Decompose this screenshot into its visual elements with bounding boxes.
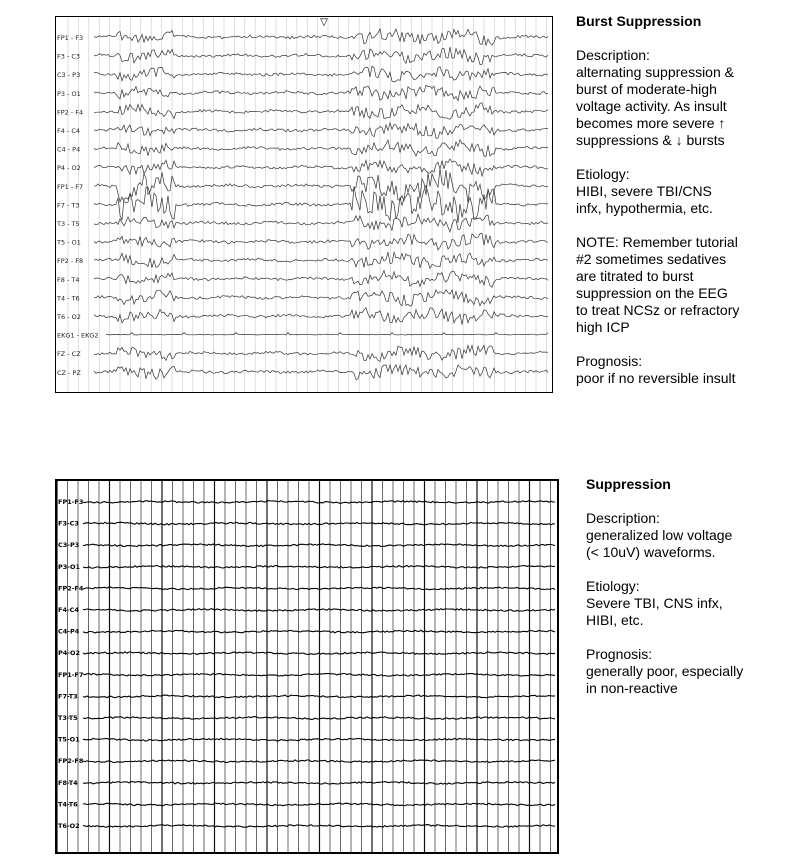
eeg-trace [94,345,548,361]
channel-label: T4-T6 [58,800,78,809]
channel-label: F7 - T3 [57,201,80,210]
channel-label: F7-T3 [58,692,78,701]
eeg-trace [94,186,548,223]
note-section [576,234,801,336]
channel-label: FP1-F7 [58,670,84,679]
channel-label: FP2 - F8 [57,257,84,266]
channel-label: EKG1 - EKG2 [57,331,99,340]
prognosis-section [576,353,801,387]
eeg-trace [94,66,548,82]
eeg-trace [106,333,548,335]
eeg-trace [94,234,548,251]
prognosis-line: in non-reactive [586,680,678,696]
channel-label: T5 - O1 [57,238,81,247]
suppression-eeg-plot [57,481,557,852]
description-section [576,47,801,149]
etiology-line: HIBI, etc. [586,612,644,628]
etiology-heading: Etiology: [586,578,640,594]
channel-label: F3 - C3 [57,52,81,61]
note-line: suppression on the EEG [576,285,728,301]
channel-label: T3-T5 [58,714,78,722]
channel-label: C3 - P3 [57,71,81,80]
event-marker-icon: ▽ [320,17,328,28]
etiology-line: HIBI, severe TBI/CNS [576,183,712,199]
channel-label: F8-T4 [58,778,78,787]
prognosis-heading: Prognosis: [576,353,643,369]
description-line: generalized low voltage [586,527,733,543]
eeg-trace [94,365,548,380]
eeg-trace [94,214,548,232]
channel-label: FZ - CZ [57,350,81,359]
channel-label: P3-O1 [58,562,81,571]
channel-label: F4 - C4 [57,127,81,135]
description-line: (< 10uV) waveforms. [586,544,716,560]
eeg-trace [94,252,548,268]
eeg-trace [94,47,548,65]
channel-label: FP2-F4 [58,584,84,593]
burst-suppression-notes [576,13,801,404]
channel-label: C4 - P4 [57,145,81,154]
eeg-trace [94,140,548,157]
description-line: voltage activity. As insult [576,98,727,114]
note-line: to treat NCSz or refractory [576,302,740,318]
eeg-trace [94,123,548,138]
description-section [586,510,801,561]
burst-suppression-eeg-plot [56,17,552,392]
channel-label: T6 - O2 [57,313,81,321]
eeg-trace [94,85,548,101]
eeg-trace [94,308,548,325]
etiology-heading: Etiology: [576,166,630,182]
etiology-line: infx, hypothermia, etc. [576,200,713,216]
channel-label: T5-O1 [58,735,80,744]
channel-label: P4 - O2 [57,164,81,173]
prognosis-heading: Prognosis: [586,646,653,662]
description-heading: Description: [576,47,650,63]
description-line: alternating suppression & [576,64,734,80]
channel-label: FP2-F8 [58,757,84,766]
channel-label: F8 - T4 [57,275,80,284]
channel-label: CZ - PZ [57,368,81,377]
etiology-section [576,166,801,217]
channel-label: C3-P3 [58,541,80,550]
channel-label: F4-C4 [58,606,79,614]
suppression-notes [586,476,801,714]
note-line: NOTE: Remember tutorial [576,234,738,250]
channel-label: P4-O2 [58,649,81,658]
eeg-trace [94,290,548,307]
description-line: burst of moderate-high [576,81,717,97]
channel-label: FP1 - F3 [57,34,84,42]
channel-label: FP2 - F4 [57,108,84,117]
note-line: high ICP [576,319,630,335]
description-heading: Description: [586,510,660,526]
channel-label: FP1 - F7 [57,182,84,191]
prognosis-section [586,646,801,697]
channel-label: F3-C3 [58,519,79,528]
note-line: #2 sometimes sedatives [576,251,727,267]
description-line: becomes more severe ↑ [576,115,726,131]
prognosis-line: generally poor, especially [586,663,744,679]
channel-label: P3 - O1 [57,89,81,98]
channel-label: T4 - T6 [57,294,80,303]
eeg-trace [94,103,548,120]
eeg-grid [57,481,551,852]
etiology-line: Severe TBI, CNS infx, [586,595,723,611]
suppression-eeg-figure [55,479,559,854]
eeg-trace [94,29,548,46]
eeg-grid [68,17,546,392]
note-line: are titrated to burst [576,268,694,284]
eeg-trace [94,271,548,288]
channel-label: C4-P4 [58,627,80,636]
channel-label: FP1-F3 [58,498,84,506]
burst-suppression-title: Burst Suppression [576,13,702,29]
channel-label: T6-O2 [58,822,80,830]
prognosis-line: poor if no reversible insult [576,370,736,386]
suppression-title: Suppression [586,476,671,492]
channel-label: T3 - T5 [57,220,80,228]
etiology-section [586,578,801,629]
burst-suppression-eeg-figure [55,16,553,393]
description-line: suppressions & ↓ bursts [576,132,725,148]
